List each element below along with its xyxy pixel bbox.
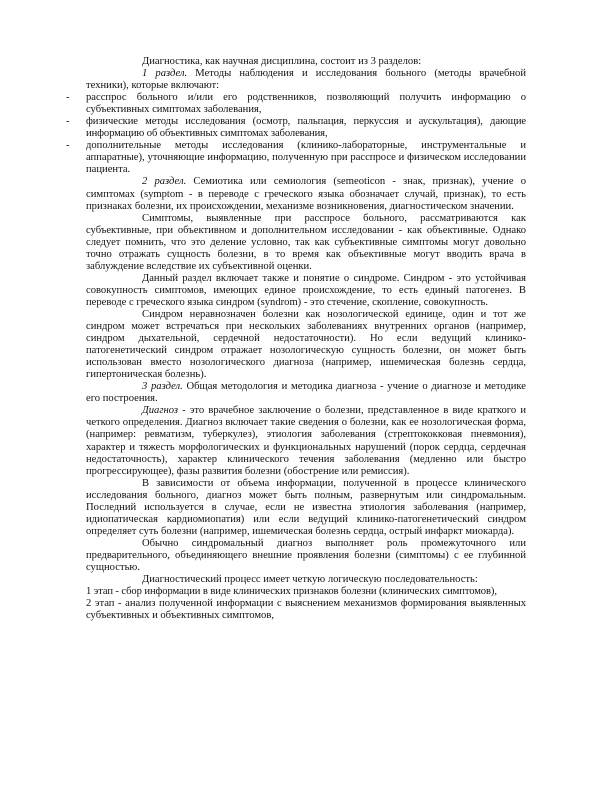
stage-1-line: 1 этап - сбор информации в виде клинических признаков болезни (клинических симптомов), — [86, 586, 497, 598]
intro-paragraph — [86, 56, 526, 68]
symptoms-paragraph: Симптомы, выявленные при расспросе больного, рассматриваются как субъективные, при объективном и дополнительном исследовании - как объективные. Однако следует помнить, что это деление условно, так как субъективные симптомы могут довольно точно отражать сущность болезни, в то время как объективные могут вводить врача в заблуждение вследствие их субъективной оценки. — [86, 212, 526, 272]
section-2-text: Семиотика или семиология (semeoticon - знак, признак), учение о симптомах (symptom - в переводе с греческого языка обозначает случай, признак), то есть признаках болезни, их происхождении, механизме возникновения, диагностическом значении. — [86, 176, 526, 212]
diagnosis-term: Диагноз — [142, 405, 179, 417]
diagnosis-text: - это врачебное заключение о болезни, представленное в виде краткого и четкого определения. Диагноз включает такие сведения о болезни, как ее нозологическая форма, (например: ревматизм, туберкулез), этиология заболевания (стрептококковая пневмония), характер и тяжесть морфологических и функциональных нарушений (порок сердца, сердечная недостаточность), характер клинического течения заболевания (медленно или быстро прогрессирующее), фазы развития болезни (обострение или ремиссия). — [86, 405, 526, 477]
section-3-paragraph — [86, 381, 526, 405]
list-item-text: физические методы исследования (осмотр, пальпация, перкуссия и аускультация), дающие информацию об объективных симптомах заболевания, — [86, 116, 526, 140]
document-page — [86, 56, 526, 622]
diagnosis-volume-paragraph: В зависимости от объема информации, полученной в процессе клинического исследования больного, диагноз может быть полным, развернутым или синдромальным. Последний используется в случае, если не известна этиология заболевания (например, идиопатическая кардиомиопатия) или если ведущий клинико-патогенетический синдром определяет суть болезни (например, ишемическая болезнь сердца, острый инфаркт миокарда). — [86, 477, 526, 537]
process-paragraph: Диагностический процесс имеет четкую логическую последовательность: — [142, 574, 478, 586]
list-item-text: дополнительные методы исследования (клинико-лабораторные, инструментальные и аппаратные), уточняющие информацию, полученную при расспросе и физическом исследовании пациента. — [86, 140, 526, 176]
diagnosis-paragraph — [86, 405, 526, 477]
syndrome-paragraph: Данный раздел включает также и понятие о синдроме. Синдром - это устойчивая совокупность симптомов, имеющих единое происхождение, то есть единый патогенез. В переводе с греческого языка синдром (syndrom) - это стечение, скопление, совокупность. — [86, 272, 526, 308]
stage-2-line: 2 этап - анализ полученной информации с выяснением механизмов формирования выявленных субъективных и объективных симптомов, — [86, 598, 526, 622]
list-item-text: расспрос больного и/или его родственников, позволяющий получить информацию о субъективных симптомах заболевания, — [86, 92, 526, 116]
syndrome-detail-paragraph: Синдром неравнозначен болезни как нозологической единице, один и тот же синдром может встречаться при нескольких заболеваниях внутренних органов (например, синдром дыхательной, сердечной недостаточности). Но если ведущий клинико-патогенетический синдром отражает нозологическую сущность болезни, он может быть использован вместо нозологического диагноза (например, ишемическая болезнь сердца, гипертоническая болезнь). — [86, 308, 526, 381]
section-2-paragraph — [86, 176, 526, 212]
section-2-label: 2 раздел. — [142, 176, 187, 188]
list-item — [86, 140, 526, 176]
section-1-paragraph — [86, 68, 526, 92]
section-1-label: 1 раздел. — [142, 68, 188, 80]
list-item — [86, 92, 526, 116]
section-3-label: 3 раздел. — [142, 381, 183, 393]
section-1-text: Методы наблюдения и исследования больного (методы врачебной техники), которые включают: — [86, 68, 526, 92]
section-3-text: Общая методология и методика диагноза - учение о диагнозе и методике его построения. — [86, 381, 526, 405]
intro-text: Диагностика, как научная дисциплина, состоит из 3 разделов: — [142, 56, 422, 67]
syndromal-diagnosis-paragraph: Обычно синдромальный диагноз выполняет роль промежуточного или предварительного, объединяющего внешние проявления болезни (симптомы) с ее глубинной сущностью. — [86, 537, 526, 573]
list-item — [86, 116, 526, 140]
